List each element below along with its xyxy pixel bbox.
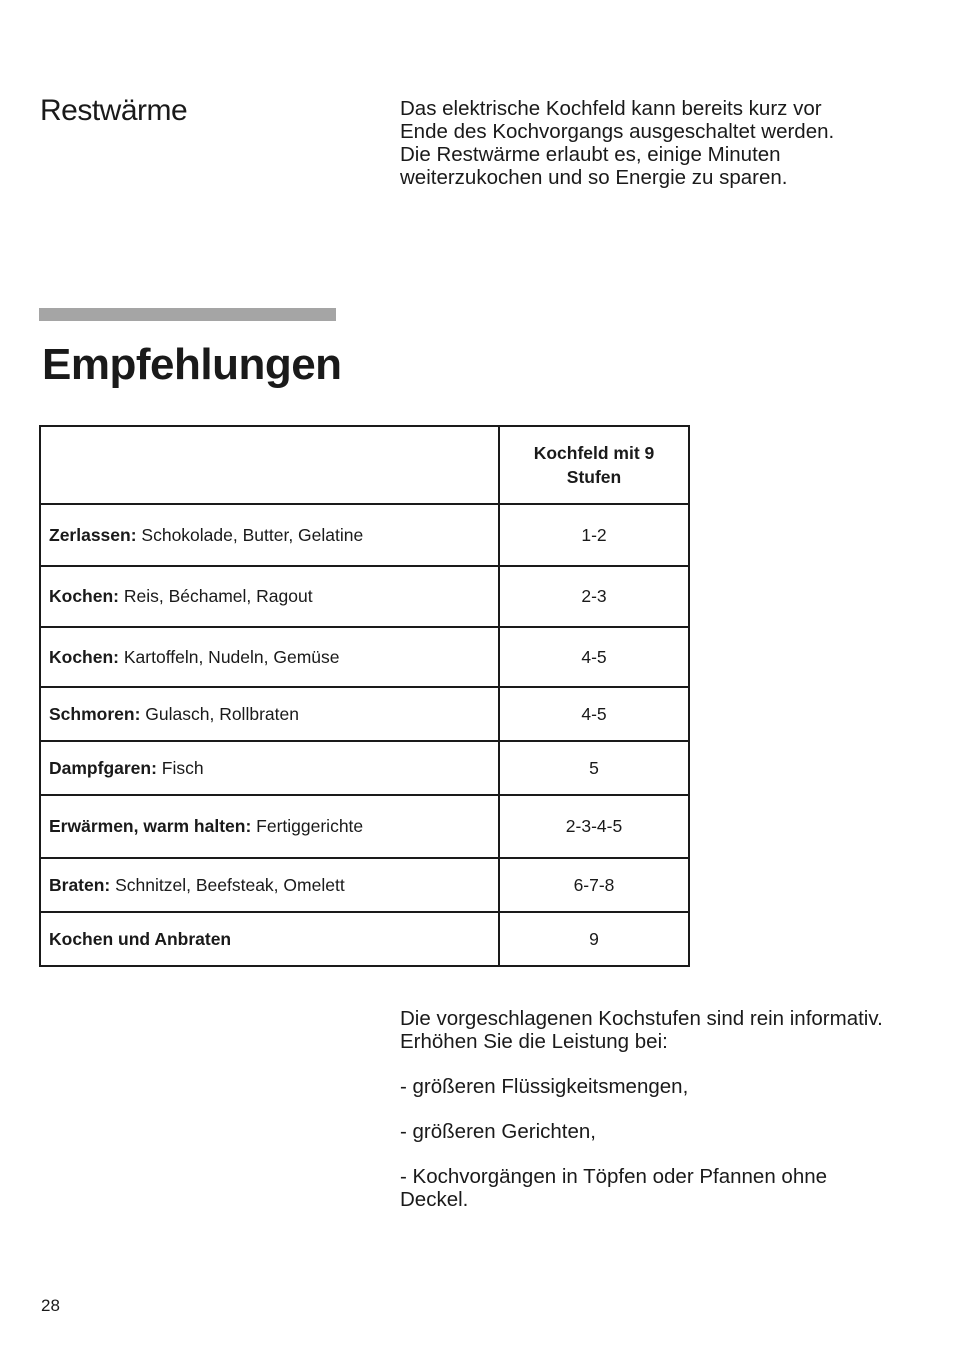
row-value: 6-7-8 — [499, 858, 689, 912]
header-line: Kochfeld mit 9 — [533, 443, 655, 463]
row-value: 5 — [499, 741, 689, 795]
section-title-restwaerme: Restwärme — [40, 94, 188, 127]
row-label: Zerlassen: — [49, 524, 137, 545]
table-row — [40, 687, 689, 741]
table-row — [40, 504, 689, 566]
row-label-cell — [40, 795, 499, 858]
table-row — [40, 566, 689, 627]
header-cell-empty — [40, 426, 499, 504]
intro-line: Das elektrische Kochfeld kann bereits kurz vor — [400, 97, 822, 120]
table-row — [40, 912, 689, 966]
note-item: - größeren Gerichten, — [400, 1120, 596, 1143]
row-label-cell — [40, 627, 499, 687]
page-title: Empfehlungen — [42, 340, 342, 389]
intro-line: Ende des Kochvorgangs ausgeschaltet werden. — [400, 120, 835, 143]
note-item: - größeren Flüssigkeitsmengen, — [400, 1075, 689, 1098]
row-label-cell — [40, 858, 499, 912]
row-label-cell — [40, 741, 499, 795]
row-value: 4-5 — [499, 627, 689, 687]
section-divider-bar — [39, 308, 336, 321]
header-line: Stufen — [566, 467, 622, 487]
row-label: Kochen: — [49, 586, 119, 606]
intro-line: Die Restwärme erlaubt es, einige Minuten — [400, 143, 781, 166]
row-value: 9 — [499, 912, 689, 966]
note-line: Erhöhen Sie die Leistung bei: — [400, 1030, 668, 1053]
table-row — [40, 858, 689, 912]
restwaerme-description — [400, 97, 920, 189]
row-value: 2-3 — [499, 566, 689, 627]
row-text: Kartoffeln, Nudeln, Gemüse — [119, 646, 340, 667]
recommendations-table — [39, 425, 690, 967]
header-cell-levels — [499, 426, 689, 504]
row-text: Reis, Béchamel, Ragout — [119, 586, 313, 606]
row-label-cell — [40, 912, 499, 966]
recommendation-note — [400, 1007, 930, 1211]
row-label-cell — [40, 687, 499, 741]
row-label: Braten: — [49, 874, 111, 895]
table-row — [40, 795, 689, 858]
row-label: Dampfgaren: — [49, 757, 157, 778]
row-label: Kochen: — [49, 646, 119, 667]
row-text: Schokolade, Butter, Gelatine — [136, 524, 364, 545]
table-header-row — [40, 426, 689, 504]
page-number: 28 — [41, 1296, 60, 1315]
row-label: Erwärmen, warm halten: — [49, 816, 252, 836]
row-label-cell — [40, 504, 499, 566]
row-text: Fisch — [156, 757, 204, 778]
row-label: Kochen und Anbraten — [49, 928, 232, 949]
intro-line: weiterzukochen und so Energie zu sparen. — [400, 166, 788, 189]
row-value: 1-2 — [499, 504, 689, 566]
row-text: Fertiggerichte — [251, 816, 364, 836]
row-value: 2-3-4-5 — [499, 795, 689, 858]
row-value: 4-5 — [499, 687, 689, 741]
note-line: Die vorgeschlagenen Kochstufen sind rein informativ. — [400, 1007, 883, 1030]
note-line: Deckel. — [400, 1188, 469, 1211]
row-label: Schmoren: — [49, 703, 141, 724]
row-text: Schnitzel, Beefsteak, Omelett — [110, 874, 345, 895]
note-intro — [400, 1007, 930, 1053]
row-text: Gulasch, Rollbraten — [140, 703, 299, 724]
row-label-cell — [40, 566, 499, 627]
note-item — [400, 1165, 930, 1211]
table-row — [40, 627, 689, 687]
note-line: - Kochvorgängen in Töpfen oder Pfannen ohne — [400, 1165, 828, 1188]
table-row — [40, 741, 689, 795]
